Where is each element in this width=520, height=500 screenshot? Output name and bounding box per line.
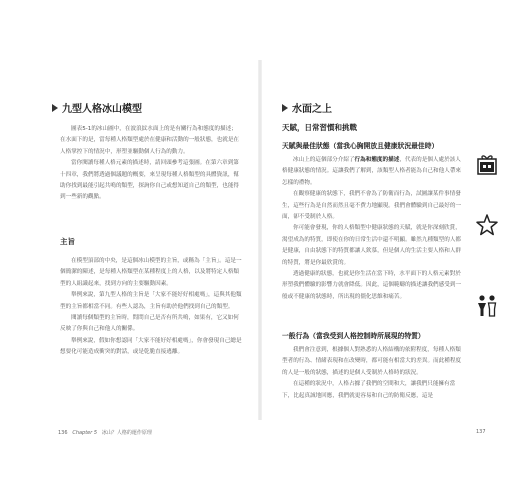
triangle-bullet-icon <box>282 104 288 112</box>
left-page-number: 136 <box>58 430 68 436</box>
right-body-paragraph: 你可能會發現，你的人格類型中健康狀態的天賦，就是你深刻欣賞，渴望成為的特質，即使在你的日常生活中還不明顯。雖然九種類型的人都是健康，自由狀態下的特質都讓人欽慕，但是個人的生活主要人格和人群的特質，將是你最欣賞的。 <box>282 225 462 266</box>
right-subheading-best-state: 天賦與最佳狀態（當我心胸開放且健康狀況最佳時） <box>282 142 439 150</box>
people-icon <box>474 294 500 318</box>
bold-phrase: 行為和態度的描述 <box>354 157 400 163</box>
right-page-heading <box>282 100 332 115</box>
right-page <box>262 0 520 500</box>
left-page <box>0 0 258 500</box>
left-subheading: 主旨 <box>60 237 75 246</box>
chapter-title: 冰山？人格的運作原理 <box>101 430 152 436</box>
chapter-label: Chapter 5 <box>72 430 98 436</box>
left-body <box>60 256 242 359</box>
left-heading-text: 九型人格冰山模型 <box>62 104 142 115</box>
left-intro <box>60 124 242 204</box>
left-page-heading <box>52 100 142 115</box>
star-icon <box>475 213 499 237</box>
text-run: ，代表的是個人處於該人格健康狀態的情況。這讓我們了解到，該類型人格者能為自己和他人帶來怎樣的禮物。 <box>282 157 462 186</box>
right-body-paragraph <box>282 155 466 189</box>
left-body-paragraph: 舉例來說，第九型人格的主旨是「大家不能好好相處嗎」，這與其他類型的主旨都相當不同。有些人認為，主旨有助於他們找到自己的類型。 <box>60 292 242 310</box>
left-footer <box>58 429 152 436</box>
right-body-1 <box>282 155 466 303</box>
left-intro-paragraph: 圖表5-1的冰山圖中，在波浪紋水面上的是有關行為和態度的描述；在水面下的是，當每種人格類型處於在健康和活動的一般狀態，也就是在人格掌控下的情況中，形塑並驅動個人行為的動力。 <box>60 126 240 155</box>
text-run: 冰山上的這個部分介紹了 <box>293 157 355 163</box>
right-body-paragraph: 透過健康的狀態，也就是你生活在當下時，水平面下的人格元素對於形塑我們體驗的影響力就會降低。因此，這個範疇的描述讓我們感受到一般或不健康的狀態時，所出現的僵化思維和痛苦。 <box>282 271 462 300</box>
right-body-paragraph: 在觀察健康的狀態下，我們不會為了防衛而行為，試圖讓某件事情發生，這些行為是自然而然且毫不費力地顯現。我們會體驗到自己最好的一面，卻不受制於人格。 <box>282 191 462 221</box>
left-body-paragraph: 在模型頂部的中央，是這個冰山模型的主旨，或稱為「主旨」。這是一個簡潔的陳述，是每種人格類型在某種程度上的人格，以及將特定人格類型的人組識起來，找到方向的主要驅動因素。 <box>60 258 242 287</box>
right-body-paragraph: 我們會注意到，根據個人對熟悉的人格結構的依附程度，每種人格類型者的行為、情緒表現和在改變時，都可能有相當大的差異。而此種程度的人是一般的狀態，描述的是個人受制於人格時的狀況。 <box>282 347 462 376</box>
triangle-bullet-icon <box>52 104 58 112</box>
right-heading-text: 水面之上 <box>292 104 332 115</box>
right-subheading-gifts: 天賦，日常習慣和挑戰 <box>282 123 357 132</box>
left-body-paragraph: 閱讀每個類型的主旨時，問問自己是否有所共鳴，如果有，它又如何反映了你與自己和他人的關係。 <box>60 315 239 333</box>
left-intro-paragraph: 當你閱讀每種人格元素的描述時，請回頭參考這張圖。在第六章到第十四章，我們將透過個議題的概要，來呈現每種人格類型的具體資訊，幫助你找到最能引起共鳴的類型，探詢你自己或想知道自己的類型，也能得到一些新的觀點。 <box>60 160 240 201</box>
right-body-2 <box>282 345 466 402</box>
right-body-paragraph: 在這種的狀況中，人格占據了我們的空間和大，讓我們只能擁有當下，比起真誠地回應，我們就更容易和自己的防衛反應，這是 <box>282 381 456 399</box>
right-page-number: 137 <box>476 429 486 435</box>
right-subheading-typical: 一般行為（當我受到人格控制時所展現的特質） <box>282 332 425 340</box>
gift-icon <box>476 154 498 176</box>
left-body-paragraph: 舉例來說，假如你想認同「大家不能好好相處嗎」，你會發現自己總是想要化可能造成衝突的對話，或是乾脆直接逃離。 <box>60 337 242 356</box>
